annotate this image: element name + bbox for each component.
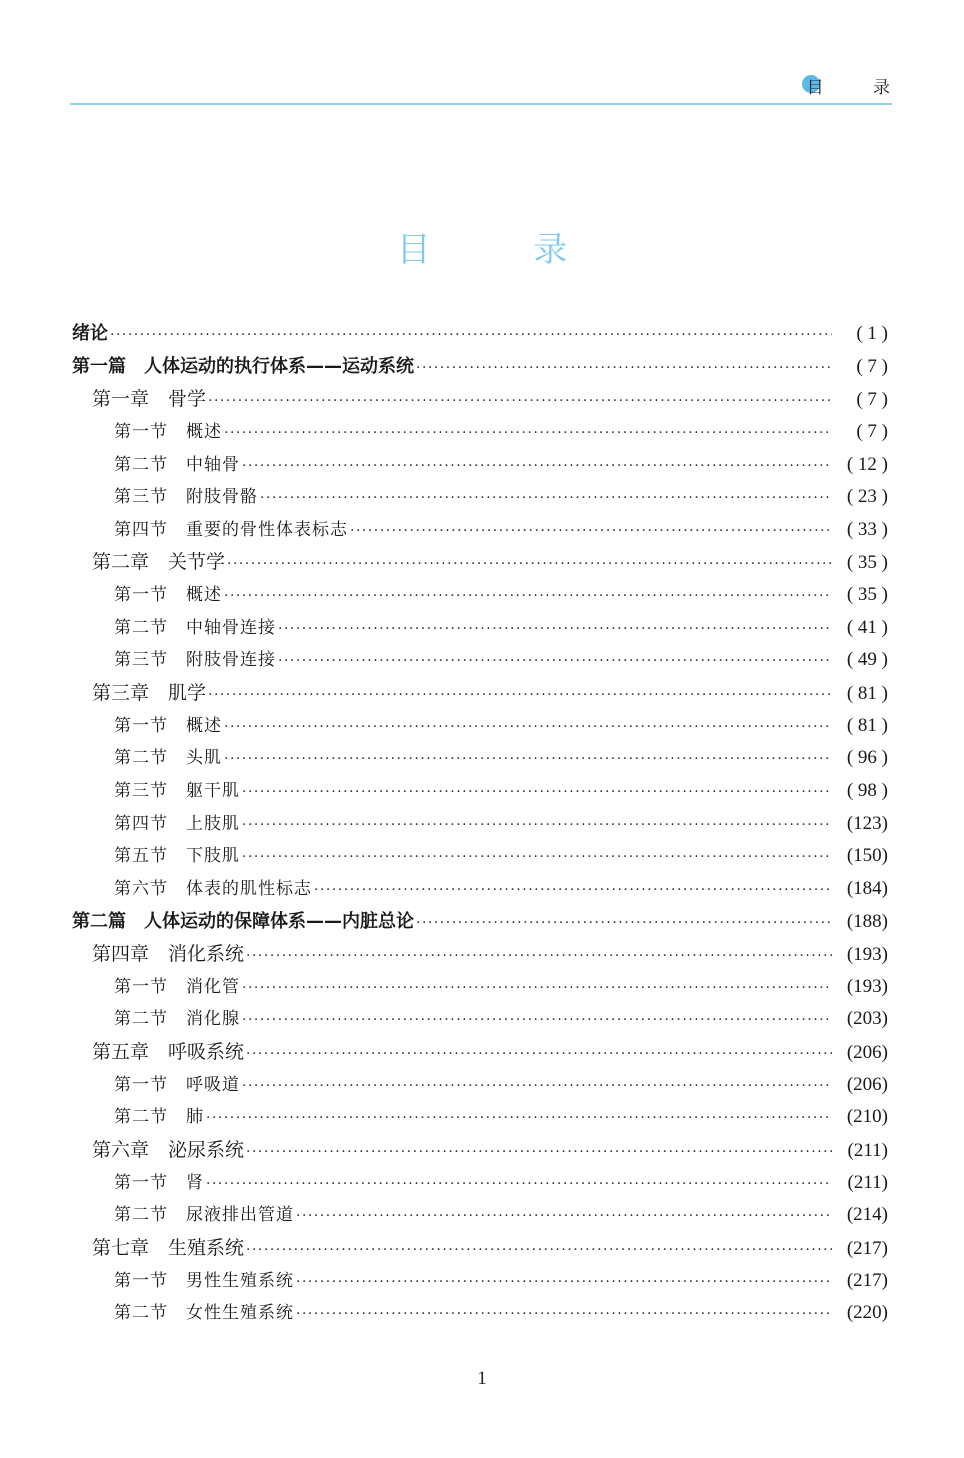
toc-part-entry[interactable] — [72, 351, 888, 384]
dot-leader — [246, 940, 832, 973]
toc-entry-label: 第一节 概述 — [114, 585, 222, 606]
toc-entry-page: ( 81 ) — [846, 714, 888, 736]
toc-entry-label: 第二节 头肌 — [114, 748, 222, 769]
dot-leader — [416, 352, 832, 385]
dot-leader — [206, 1102, 832, 1135]
toc-section-entry[interactable] — [72, 873, 888, 906]
toc-section-entry[interactable] — [72, 1167, 888, 1200]
toc-entry-page: ( 96 ) — [846, 747, 888, 769]
toc-chapter-entry[interactable] — [72, 1134, 888, 1167]
toc-entry-label: 第二节 女性生殖系统 — [114, 1303, 294, 1324]
toc-entry-page: (211) — [847, 1140, 888, 1162]
page-title: 目 录 — [396, 230, 614, 270]
dot-leader — [296, 1266, 832, 1299]
toc-entry-label: 第六章 泌尿系统 — [92, 1139, 245, 1162]
dot-leader — [242, 450, 832, 483]
toc-entry-page: ( 12 ) — [846, 453, 888, 475]
toc-entry-page: (217) — [846, 1269, 888, 1291]
toc-section-entry[interactable] — [72, 971, 888, 1004]
toc-entry-page: (203) — [846, 1008, 888, 1030]
running-header — [70, 72, 912, 102]
toc-entry-label: 第二节 中轴骨 — [114, 454, 240, 475]
toc-entry-label: 第四章 消化系统 — [92, 943, 245, 966]
toc-entry-label: 第五节 下肢肌 — [114, 846, 240, 867]
toc-entry-label: 第一节 概述 — [114, 421, 222, 442]
toc-section-entry[interactable] — [72, 481, 888, 514]
toc-entry-page: (217) — [846, 1237, 888, 1259]
toc-entry-label: 第三节 附肢骨骼 — [114, 487, 258, 508]
dot-leader — [246, 1234, 832, 1267]
dot-leader — [224, 711, 832, 744]
toc-entry-label: 第二篇 人体运动的保障体系——内脏总论 — [72, 910, 414, 932]
toc-section-entry[interactable] — [72, 1069, 888, 1102]
toc-entry-label: 第一节 男性生殖系统 — [114, 1270, 294, 1291]
toc-section-entry[interactable] — [72, 710, 888, 743]
toc-entry-page: ( 35 ) — [846, 552, 888, 574]
toc-chapter-entry[interactable] — [72, 546, 888, 579]
toc-entry-label: 绪论 — [72, 323, 108, 344]
dot-leader — [208, 679, 832, 712]
toc-section-entry[interactable] — [72, 579, 888, 612]
toc-entry-label: 第二章 关节学 — [92, 551, 226, 574]
dot-leader — [224, 417, 832, 450]
page-number: 1 — [477, 1368, 487, 1389]
toc-entry-label: 第七章 生殖系统 — [92, 1236, 245, 1259]
dot-leader — [246, 1038, 832, 1071]
dot-leader — [227, 548, 832, 581]
toc-section-entry[interactable] — [72, 1199, 888, 1232]
toc-section-entry[interactable] — [72, 416, 888, 449]
toc-entry-page: ( 1 ) — [856, 323, 888, 344]
toc-entry-label: 第二节 尿液排出管道 — [114, 1205, 294, 1226]
toc-section-entry[interactable] — [72, 775, 888, 808]
toc-entry-page: (184) — [846, 877, 888, 899]
toc-entry-page: (206) — [846, 1073, 888, 1095]
dot-leader — [242, 1070, 832, 1103]
toc-entry-label: 第五章 呼吸系统 — [92, 1041, 245, 1064]
toc-entry-label: 第四节 上肢肌 — [114, 813, 240, 834]
toc-chapter-entry[interactable] — [72, 938, 888, 971]
toc-entry-page: ( 7 ) — [856, 389, 888, 411]
toc-entry-label: 第一节 概述 — [114, 715, 222, 736]
toc-entry-page: (220) — [846, 1302, 888, 1324]
toc-entry-page: (210) — [846, 1106, 888, 1128]
toc-section-entry[interactable] — [72, 840, 888, 873]
toc-chapter-entry[interactable] — [72, 1036, 888, 1069]
toc-entry-label: 第一节 呼吸道 — [114, 1074, 240, 1095]
toc-section-entry[interactable] — [72, 644, 888, 677]
toc-entry-label: 第三节 躯干肌 — [114, 780, 240, 801]
dot-leader — [296, 1200, 832, 1233]
table-of-contents — [72, 318, 888, 1330]
dot-leader — [278, 645, 832, 678]
toc-entry-page: (123) — [846, 812, 888, 834]
header-divider — [70, 103, 892, 105]
toc-entry-label: 第三节 附肢骨连接 — [114, 650, 276, 671]
toc-section-entry[interactable] — [72, 1101, 888, 1134]
toc-section-entry[interactable] — [72, 449, 888, 482]
dot-leader — [350, 515, 832, 548]
toc-part-entry[interactable] — [72, 906, 888, 939]
dot-leader — [242, 972, 832, 1005]
toc-entry-label: 第二节 消化腺 — [114, 1009, 240, 1030]
dot-leader — [260, 482, 832, 515]
toc-entry-page: (206) — [846, 1042, 888, 1064]
toc-section-entry[interactable] — [72, 612, 888, 645]
toc-section-entry[interactable] — [72, 808, 888, 841]
dot-leader — [242, 809, 832, 842]
toc-section-entry[interactable] — [72, 1003, 888, 1036]
toc-section-entry[interactable] — [72, 1297, 888, 1330]
dot-leader — [242, 1004, 832, 1037]
toc-section-entry[interactable] — [72, 514, 888, 547]
dot-leader — [208, 385, 832, 418]
toc-entry-page: (150) — [846, 845, 888, 867]
toc-entry-label: 第三章 肌学 — [92, 682, 207, 705]
toc-entry-page: (193) — [846, 975, 888, 997]
toc-part-entry[interactable] — [72, 318, 888, 351]
toc-entry-label: 第一篇 人体运动的执行体系——运动系统 — [72, 355, 414, 377]
toc-chapter-entry[interactable] — [72, 677, 888, 710]
toc-entry-page: ( 33 ) — [846, 518, 888, 540]
toc-entry-page: ( 41 ) — [846, 616, 888, 638]
toc-entry-page: ( 7 ) — [856, 420, 888, 442]
toc-chapter-entry[interactable] — [72, 383, 888, 416]
toc-section-entry[interactable] — [72, 742, 888, 775]
dot-leader — [206, 1168, 832, 1201]
toc-entry-label: 第一节 肾 — [114, 1172, 204, 1193]
dot-leader — [242, 841, 832, 874]
toc-entry-label: 第一章 骨学 — [92, 388, 207, 411]
toc-section-entry[interactable] — [72, 1265, 888, 1298]
dot-leader — [224, 580, 832, 613]
dot-leader — [296, 1298, 832, 1331]
dot-leader — [314, 874, 832, 907]
toc-entry-page: ( 98 ) — [846, 779, 888, 801]
dot-leader — [224, 743, 832, 776]
toc-chapter-entry[interactable] — [72, 1232, 888, 1265]
toc-entry-page: (214) — [846, 1204, 888, 1226]
dot-leader — [416, 907, 832, 940]
dot-leader — [242, 776, 832, 809]
dot-leader — [110, 319, 832, 352]
toc-entry-label: 第二节 肺 — [114, 1107, 204, 1128]
toc-entry-page: (211) — [847, 1171, 888, 1193]
toc-entry-label: 第一节 消化管 — [114, 976, 240, 997]
toc-entry-page: (193) — [846, 944, 888, 966]
toc-entry-page: (188) — [846, 910, 888, 932]
dot-leader — [246, 1136, 832, 1169]
toc-entry-page: ( 35 ) — [846, 584, 888, 606]
dot-leader — [278, 613, 832, 646]
toc-entry-page: ( 23 ) — [846, 486, 888, 508]
toc-entry-page: ( 7 ) — [856, 355, 888, 377]
toc-entry-page: ( 81 ) — [846, 683, 888, 705]
toc-entry-label: 第六节 体表的肌性标志 — [114, 878, 312, 899]
header-label: 目 录 — [806, 78, 912, 98]
toc-entry-label: 第四节 重要的骨性体表标志 — [114, 519, 348, 540]
toc-entry-label: 第二节 中轴骨连接 — [114, 617, 276, 638]
toc-entry-page: ( 49 ) — [846, 649, 888, 671]
